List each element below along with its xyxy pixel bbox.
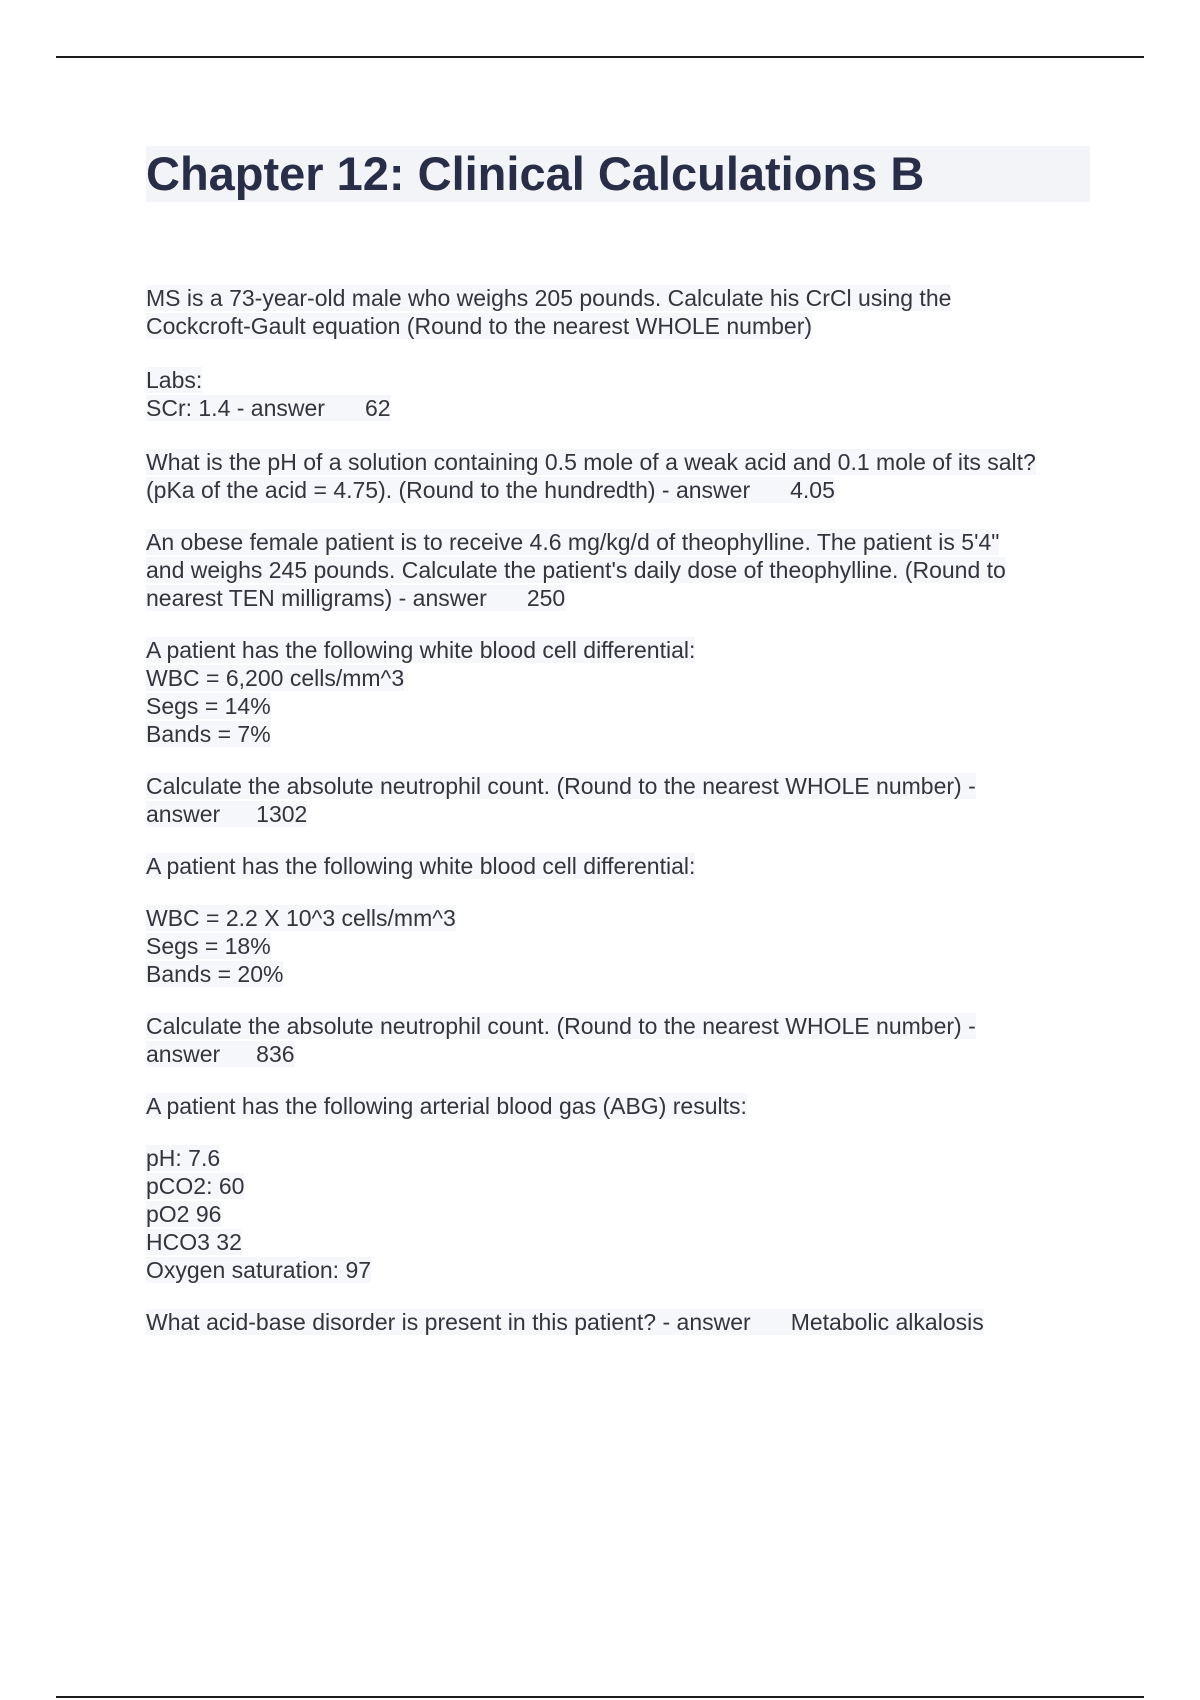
page-title: Chapter 12: Clinical Calculations B — [146, 147, 925, 200]
question-text: A patient has the following white blood cell differential: — [146, 637, 696, 663]
question-text: Calculate the absolute neutrophil count. (Round to the nearest WHOLE number) - — [146, 1013, 976, 1039]
answer-value: Metabolic alkalosis — [790, 1309, 984, 1335]
question-text: and weighs 245 pounds. Calculate the patient's daily dose of theophylline. (Round to — [146, 557, 1006, 583]
lab-value: pH: 7.6 — [146, 1145, 221, 1171]
question-text: nearest TEN milligrams) - answer — [146, 585, 487, 611]
question-anc-2 — [146, 852, 1106, 1068]
answer-value: 1302 — [256, 801, 308, 827]
bottom-rule — [56, 1696, 1144, 1698]
lab-value: Oxygen saturation: 97 — [146, 1257, 372, 1283]
top-rule — [56, 56, 1144, 58]
question-anc-1 — [146, 636, 1106, 828]
lab-value: WBC = 6,200 cells/mm^3 — [146, 665, 405, 691]
question-text: Cockcroft-Gault equation (Round to the nearest WHOLE number) — [146, 313, 813, 339]
lab-value: Bands = 7% — [146, 721, 271, 747]
question-text: An obese female patient is to receive 4.6 mg/kg/d of theophylline. The patient is 5'4" — [146, 529, 1000, 555]
lab-value: Segs = 14% — [146, 693, 271, 719]
lab-value: Segs = 18% — [146, 933, 271, 959]
question-text: A patient has the following white blood cell differential: — [146, 853, 696, 879]
answer-value: 4.05 — [790, 477, 835, 503]
question-theophylline — [146, 528, 1106, 612]
question-text: What is the pH of a solution containing 0.5 mole of a weak acid and 0.1 mole of its salt? — [146, 449, 1036, 475]
question-text: Calculate the absolute neutrophil count. (Round to the nearest WHOLE number) - — [146, 773, 976, 799]
answer-value: 250 — [526, 585, 566, 611]
question-text: answer — [146, 801, 221, 827]
lab-value: pCO2: 60 — [146, 1173, 245, 1199]
lab-value: pO2 96 — [146, 1201, 222, 1227]
question-text: answer — [146, 1041, 221, 1067]
document-body — [146, 284, 1106, 1336]
lab-value: HCO3 32 — [146, 1229, 242, 1255]
lab-value: WBC = 2.2 X 10^3 cells/mm^3 — [146, 905, 456, 931]
question-text: A patient has the following arterial blood gas (ABG) results: — [146, 1093, 747, 1119]
question-text: What acid-base disorder is present in this patient? - answer — [146, 1309, 751, 1335]
question-text: (pKa of the acid = 4.75). (Round to the hundredth) - answer — [146, 477, 751, 503]
labs-heading: Labs: — [146, 367, 203, 393]
lab-value: Bands = 20% — [146, 961, 284, 987]
answer-value: 62 — [364, 395, 391, 421]
question-crcl — [146, 284, 1106, 422]
question-ph — [146, 448, 1106, 504]
question-text: MS is a 73-year-old male who weighs 205 pounds. Calculate his CrCl using the — [146, 285, 952, 311]
question-abg — [146, 1092, 1106, 1336]
question-text: SCr: 1.4 - answer — [146, 395, 325, 421]
answer-value: 836 — [256, 1041, 295, 1067]
